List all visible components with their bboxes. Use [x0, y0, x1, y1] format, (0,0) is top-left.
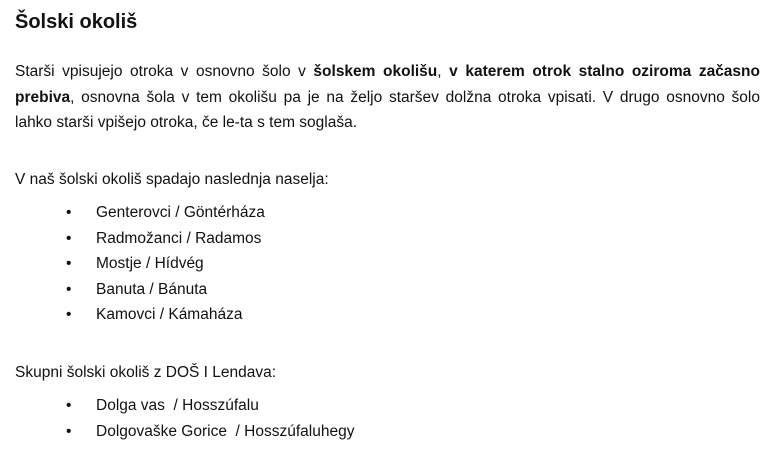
- settlement-name: Genterovci / Göntérháza: [96, 204, 265, 221]
- paragraph-text-2: ,: [437, 63, 450, 80]
- bullet-icon: •: [66, 204, 72, 221]
- bullet-icon: •: [66, 422, 72, 440]
- settlements-intro: V naš šolski okoliš spadajo naslednja naselja:: [15, 171, 329, 188]
- intro-paragraph: [15, 59, 760, 136]
- settlement-name: Mostje / Hídvég: [96, 255, 204, 272]
- paragraph-bold-2: v katerem otrok stalno oziroma začasno prebiva: [15, 63, 760, 106]
- paragraph-text-1: Starši vpisujejo otroka v osnovno šolo v: [15, 63, 314, 80]
- settlement-name: Kamovci / Kámaháza: [96, 306, 243, 323]
- bullet-icon: •: [66, 397, 72, 414]
- paragraph-bold-1: šolskem okolišu: [313, 63, 438, 80]
- page-title: Šolski okoliš: [15, 11, 138, 33]
- bullet-icon: •: [66, 280, 72, 298]
- bullet-icon: •: [66, 255, 72, 272]
- bullet-icon: •: [66, 306, 72, 323]
- paragraph-text-3: , osnovna šola v tem okolišu pa je na željo staršev dolžna otroka vpisati. V drugo osnovno šolo lahko starši vpišejo otroka, če le-ta s tem soglaša.: [15, 88, 760, 131]
- shared-intro: Skupni šolski okoliš z DOŠ I Lendava:: [15, 364, 277, 381]
- settlement-name: Banuta / Bánuta: [96, 280, 208, 298]
- shared-settlement-name: Dolga vas / Hosszúfalu: [96, 397, 259, 414]
- settlement-name: Radmožanci / Radamos: [96, 229, 262, 247]
- shared-settlement-name: Dolgovaške Gorice / Hosszúfaluhegy: [96, 422, 355, 440]
- bullet-icon: •: [66, 229, 72, 247]
